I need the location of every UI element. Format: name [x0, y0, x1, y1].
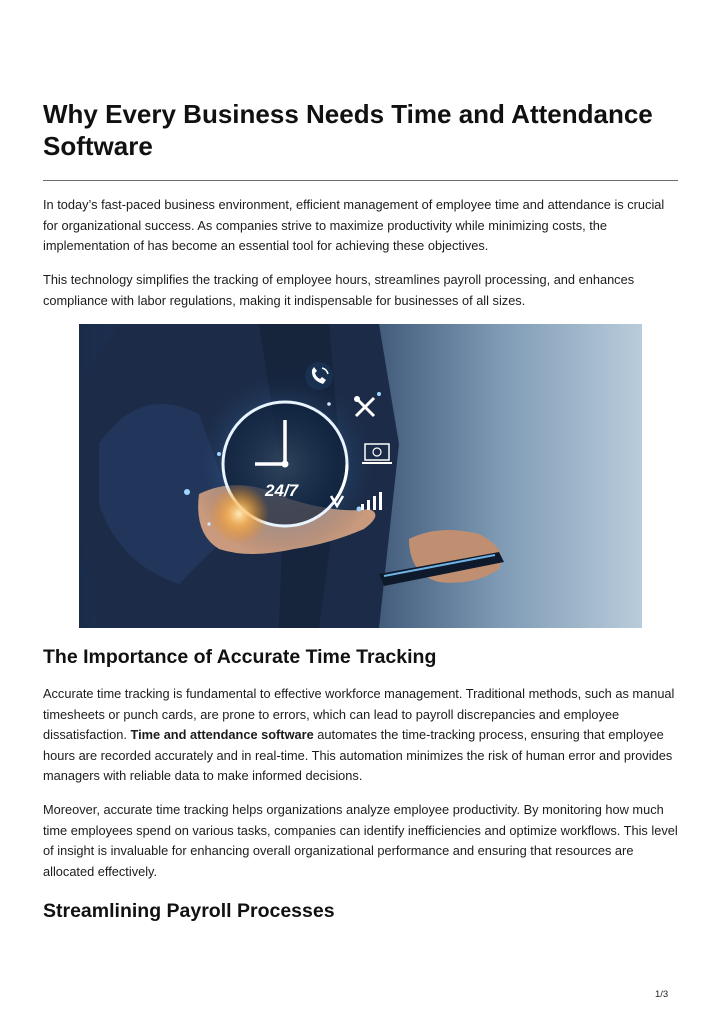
- section1-paragraph-1: [43, 684, 679, 787]
- phone-icon: [305, 362, 333, 390]
- intro-paragraph-1: In today’s fast-paced business environment, efficient management of employee time and attendance is crucial for organizational success. As companies strive to maximize productivity while minimizing costs, the implementation of has become an essential tool for achieving these objectives.: [43, 197, 665, 253]
- section1-p1-text-end: automates the time-tracking process, ensuring that employee hours are recorded accurately and in real-time. This automation minimizes the risk of human error and provides managers with reliable data to make informed decisions.: [43, 727, 673, 783]
- section-heading-time-tracking: The Importance of Accurate Time Tracking: [43, 646, 437, 668]
- section1-p1-bold: Time and attendance software: [130, 727, 314, 742]
- section1-p1-text: Accurate time tracking is fundamental to effective workforce management. Traditional methods, such as manual timesheets or punch cards, are prone to errors, which can lead to payroll discrepancies and employee dissatisfaction.: [43, 686, 675, 742]
- article-title: Why Every Business Needs Time and Attendance Software: [43, 99, 653, 161]
- intro-paragraph-2: This technology simplifies the tracking of employee hours, streamlines payroll processing, and enhances compliance with labor regulations, making it indispensable for businesses of all sizes.: [43, 272, 635, 308]
- section1-paragraph-2: Moreover, accurate time tracking helps organizations analyze employee productivity. By monitoring how much time employees spend on various tasks, companies can identify inefficiencies and optimize workflows. This level of insight is invaluable for enhancing overall organizational performance and ensuring that resources are allocated effectively.: [43, 802, 678, 879]
- hero-image: [79, 324, 642, 628]
- clock-24-7-text: 24/7: [265, 481, 299, 500]
- title-divider: [43, 180, 678, 181]
- section-heading-payroll: Streamlining Payroll Processes: [43, 900, 335, 922]
- page-number: 1/3: [655, 989, 669, 1000]
